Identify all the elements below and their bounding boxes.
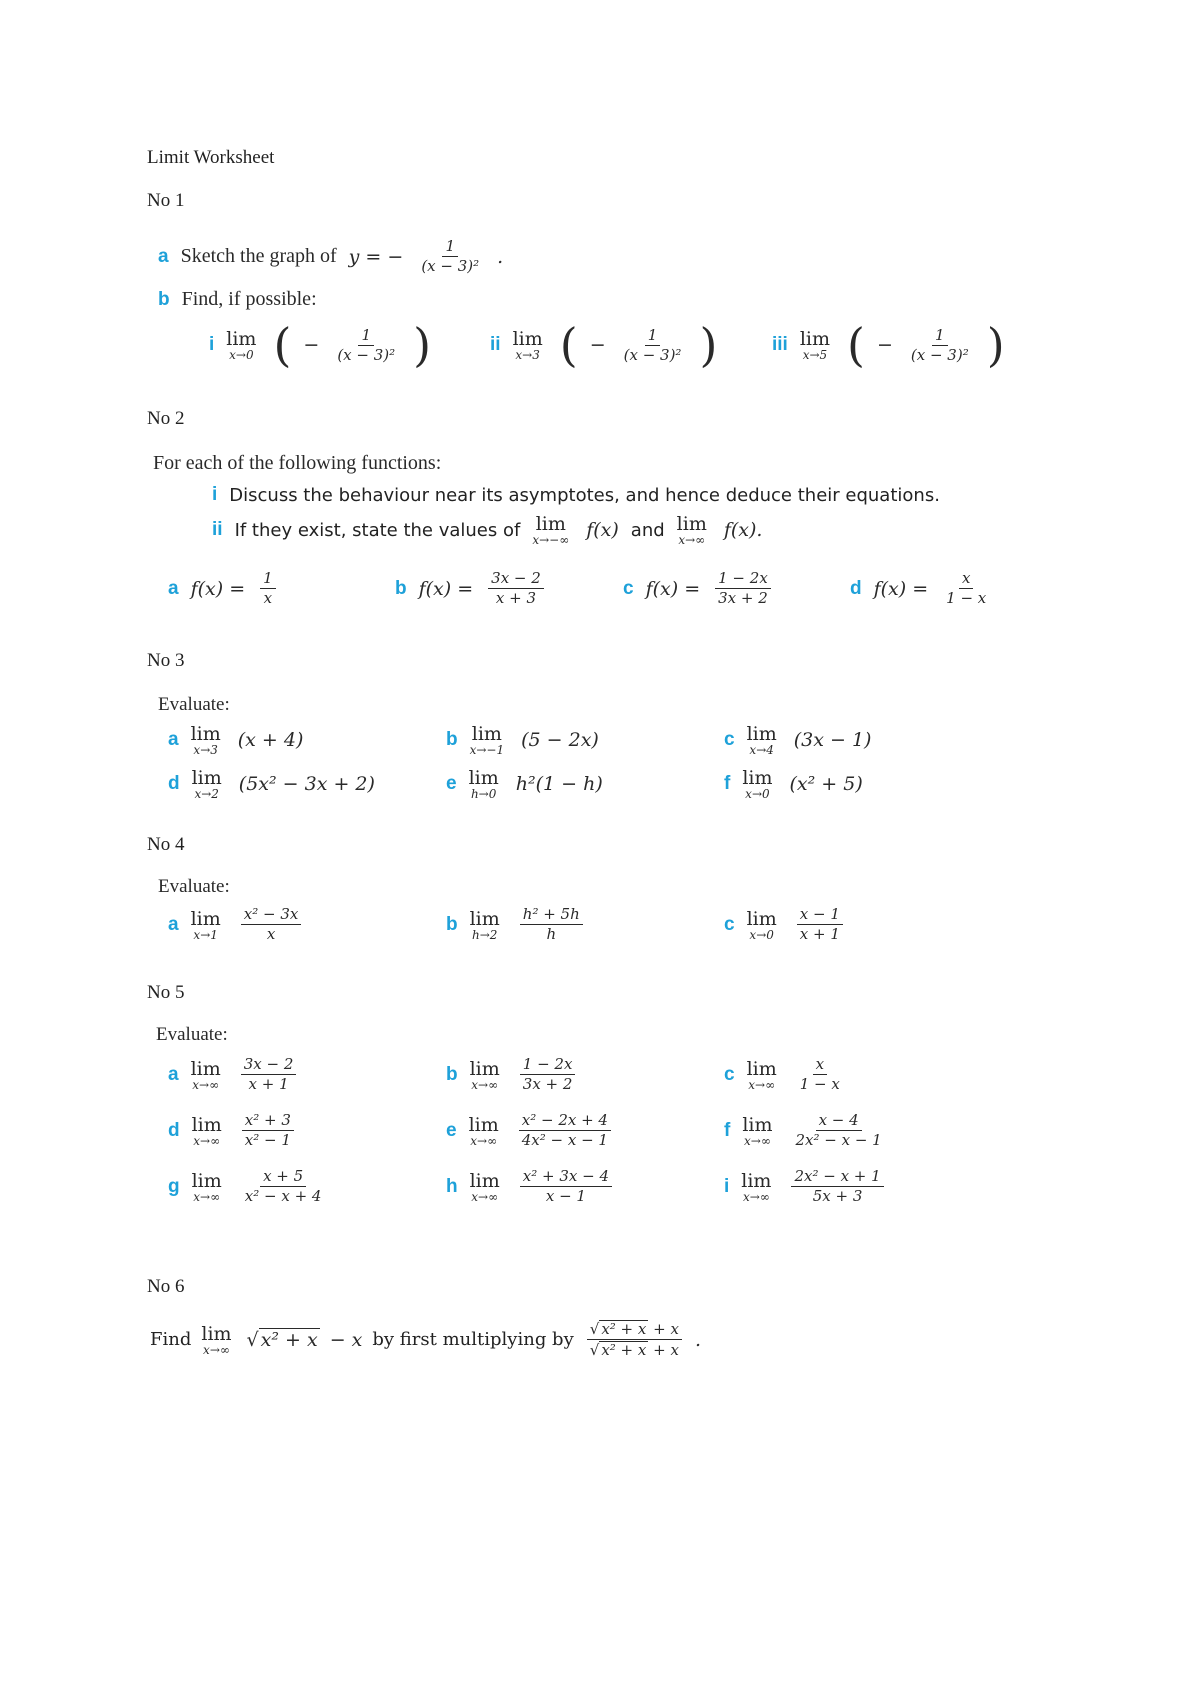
q3-part-e	[446, 768, 603, 800]
fraction	[242, 1168, 325, 1205]
q6-heading: No 6	[147, 1276, 185, 1297]
part-label: d	[850, 577, 862, 599]
denominator: x	[263, 589, 273, 607]
q4-intro: Evaluate:	[158, 876, 230, 897]
numerator: x	[813, 1056, 827, 1075]
denominator: x − 1	[545, 1187, 586, 1205]
numerator: 1	[358, 327, 374, 346]
denominator: x + 1	[248, 1075, 289, 1093]
q5-part-h	[446, 1168, 615, 1205]
function-lhs: f(x) =	[418, 577, 474, 600]
limit-operator: lim h→0	[468, 767, 499, 801]
q2-part-b	[395, 570, 547, 607]
function-lhs: f(x) =	[645, 577, 701, 600]
fraction	[715, 570, 771, 607]
by-text: by first multiplying by	[372, 1329, 574, 1350]
limit-subscript: h→2	[471, 927, 498, 942]
q1-part-b	[158, 288, 317, 311]
denominator: 2x² − x − 1	[795, 1131, 882, 1149]
numerator: x − 1	[797, 906, 843, 925]
part-label: ii	[490, 334, 501, 355]
denominator: 1 − x	[799, 1075, 840, 1093]
limit-operator: lim x→5	[799, 328, 831, 362]
limit-operator: lim x→∞	[191, 1169, 222, 1204]
part-label: b	[446, 729, 458, 750]
q5-part-f	[724, 1112, 888, 1149]
q5-part-c	[724, 1056, 846, 1093]
instruction-text: Discuss the behaviour near its asymptotes, and hence deduce their equations.	[229, 484, 940, 506]
and-text: and	[630, 519, 665, 541]
numerator: 1 − 2x	[715, 570, 771, 589]
limit-subscript: x→−∞	[532, 533, 570, 547]
q2-intro: For each of the following functions:	[153, 452, 442, 474]
denominator: 3x + 2	[718, 589, 768, 607]
part-label: b	[395, 577, 407, 599]
q5-heading: No 5	[147, 982, 185, 1003]
q4-part-b	[446, 906, 586, 943]
part-label: a	[168, 729, 179, 750]
numerator: 2x² − x + 1	[791, 1168, 883, 1187]
q3-part-a	[168, 724, 303, 756]
part-label: f	[724, 1119, 731, 1141]
limit-operator: lim x→3	[190, 723, 221, 757]
limit-operator: lim x→∞	[746, 1057, 777, 1092]
denominator: h	[546, 925, 557, 943]
part-label: i	[724, 1175, 730, 1197]
denominator-tail: + x	[653, 1341, 679, 1359]
part-label: h	[446, 1175, 458, 1197]
q6-problem	[150, 1320, 701, 1359]
fraction	[488, 570, 544, 607]
numerator: x² + 3x − 4	[520, 1168, 612, 1187]
q2-instruction-i	[212, 484, 940, 506]
q5-part-b	[446, 1056, 578, 1093]
fraction	[791, 1168, 883, 1205]
instruction-text: If they exist, state the values of	[234, 519, 521, 541]
limit-subscript: x→0	[749, 927, 774, 942]
numerator: √ x² + x + x	[587, 1320, 682, 1340]
denominator: x + 3	[495, 589, 537, 607]
sqrt-expression: √ x² + x	[246, 1329, 318, 1351]
limit-subscript: x→3	[193, 743, 218, 757]
q1-part-i: i lim x→0 ( − $\frac{1}{\text{(x − 3)²}}$ )	[209, 318, 432, 372]
q1-heading: No 1	[147, 190, 185, 211]
q5-part-g	[168, 1168, 327, 1205]
part-label: a	[168, 577, 179, 599]
part-label: c	[724, 1063, 735, 1085]
numerator-tail: + x	[653, 1320, 679, 1338]
numerator: x² − 2x + 4	[519, 1112, 611, 1131]
q5-part-e	[446, 1112, 614, 1149]
q1-a-lhs: y = −	[348, 245, 404, 268]
limit-subscript: x→∞	[742, 1189, 770, 1204]
q2-instruction-ii	[212, 514, 762, 546]
q1-a-fraction	[418, 238, 482, 275]
limit-subscript: x→−1	[469, 743, 505, 757]
q2-part-a	[168, 570, 279, 607]
limit-subscript: x→∞	[678, 533, 706, 547]
fraction	[242, 1112, 294, 1149]
limit-operator: lim x→∞	[676, 513, 707, 547]
function-expr: f(x)	[586, 519, 619, 541]
denominator: (x − 3)²	[421, 257, 480, 275]
numerator: x² + 3	[242, 1112, 294, 1131]
expression: (5 − 2x)	[521, 729, 599, 751]
limit-operator: lim x→−∞	[532, 513, 570, 547]
limit-operator: lim x→0	[742, 767, 773, 801]
numerator: 1	[932, 327, 948, 346]
limit-operator: lim h→2	[469, 907, 500, 942]
limit-subscript: x→∞	[471, 1077, 499, 1092]
limit-operator: lim x→2	[191, 767, 222, 801]
q5-intro: Evaluate:	[156, 1024, 228, 1045]
function-expr: f(x).	[723, 519, 763, 541]
limit-operator: lim x→∞	[469, 1057, 500, 1092]
limit-subscript: x→∞	[748, 1077, 776, 1092]
expression: (x + 4)	[237, 729, 304, 751]
q1-b-text: Find, if possible:	[181, 288, 317, 310]
limit-subscript: x→3	[515, 348, 540, 362]
q4-part-c	[724, 906, 846, 943]
limit-subscript: h→0	[470, 787, 497, 801]
denominator: x + 1	[799, 925, 840, 943]
denominator: x	[266, 925, 276, 943]
numerator: 3x − 2	[488, 570, 544, 589]
radicand: x² + x	[260, 1329, 318, 1351]
numerator: x − 4	[816, 1112, 862, 1131]
denominator: x² − 1	[244, 1131, 291, 1149]
limit-subscript: x→∞	[193, 1189, 221, 1204]
expression: h²(1 − h)	[515, 773, 603, 795]
function-lhs: f(x) =	[190, 577, 246, 600]
part-label: i	[212, 484, 218, 505]
limit-subscript: x→∞	[470, 1133, 498, 1148]
part-label: c	[724, 729, 735, 750]
q1-part-iii: iii lim x→5 ( − $\frac{1}{\text{(x − 3)²}}$ )	[772, 318, 1005, 372]
part-label: c	[623, 577, 634, 599]
part-label: d	[168, 1119, 180, 1141]
fraction	[621, 327, 685, 364]
limit-subscript: x→∞	[193, 1133, 221, 1148]
numerator: 1 − 2x	[520, 1056, 576, 1075]
expression: (3x − 1)	[793, 729, 872, 751]
q3-heading: No 3	[147, 650, 185, 671]
q3-part-b	[446, 724, 599, 756]
period: .	[694, 1328, 701, 1351]
fraction	[241, 906, 302, 943]
part-label: e	[446, 773, 457, 794]
limit-subscript: x→∞	[471, 1189, 499, 1204]
expression: (5x² − 3x + 2)	[238, 773, 375, 795]
numerator: x + 5	[260, 1168, 306, 1187]
limit-operator: lim x→4	[746, 723, 777, 757]
q3-part-d	[168, 768, 375, 800]
fraction	[260, 570, 276, 607]
denominator: (x − 3)²	[910, 345, 969, 364]
part-label: a	[168, 1063, 179, 1085]
radicand: x² + x	[601, 1341, 647, 1359]
conjugate-fraction	[587, 1320, 682, 1359]
part-label: e	[446, 1119, 457, 1141]
part-label: a	[168, 913, 179, 935]
function-lhs: f(x) =	[873, 577, 929, 600]
expression: (x² + 5)	[789, 773, 863, 795]
numerator: h² + 5h	[520, 906, 583, 925]
limit-operator: lim x→−1	[469, 723, 505, 757]
denominator: x² − x + 4	[244, 1187, 322, 1205]
q5-part-d	[168, 1112, 297, 1149]
denominator: (x − 3)²	[337, 345, 396, 364]
limit-operator: lim x→∞	[190, 1057, 221, 1092]
limit-operator: lim x→0	[746, 907, 777, 942]
denominator: 3x + 2	[522, 1075, 573, 1093]
limit-operator: lim x→3	[512, 328, 543, 362]
fraction	[908, 327, 972, 364]
q1-a-label: a	[158, 245, 169, 267]
fraction	[334, 327, 398, 364]
limit-operator: lim x→1	[190, 907, 221, 942]
find-text: Find	[150, 1329, 192, 1350]
q5-part-a	[168, 1056, 299, 1093]
part-label: g	[168, 1175, 180, 1197]
fraction	[793, 1112, 885, 1149]
q1-part-ii: ii lim x→3 ( − $\frac{1}{\text{(x − 3)²}}$ )	[490, 318, 718, 372]
limit-operator: lim x→∞	[191, 1113, 222, 1148]
limit-operator: lim x→∞	[201, 1322, 232, 1357]
q1-b-label: b	[158, 288, 170, 310]
numerator: 1	[260, 570, 276, 589]
numerator: x	[959, 570, 973, 589]
denominator: √ x² + x + x	[589, 1341, 679, 1359]
q4-part-a	[168, 906, 304, 943]
numerator: 3x − 2	[241, 1056, 297, 1075]
part-label: b	[446, 1063, 458, 1085]
part-label: c	[724, 913, 735, 935]
q2-part-c	[623, 570, 774, 607]
part-label: d	[168, 773, 180, 794]
limit-subscript: x→∞	[744, 1133, 771, 1148]
limit-subscript: x→∞	[203, 1342, 230, 1357]
fraction	[520, 1056, 576, 1093]
part-label: iii	[772, 334, 788, 355]
q3-part-f	[724, 768, 863, 800]
fraction	[797, 1056, 843, 1093]
fraction	[943, 570, 989, 607]
denominator: 4x² − x − 1	[521, 1131, 608, 1149]
q2-heading: No 2	[147, 408, 185, 429]
q1-a-text: Sketch the graph of	[180, 245, 337, 267]
limit-subscript: x→∞	[192, 1077, 220, 1092]
limit-subscript: x→0	[745, 787, 770, 801]
fraction	[797, 906, 843, 943]
worksheet-title: Limit Worksheet	[147, 147, 275, 168]
part-label: ii	[212, 519, 223, 540]
limit-subscript: x→4	[749, 743, 774, 757]
fraction	[520, 1168, 612, 1205]
limit-operator: lim x→∞	[468, 1113, 499, 1148]
fraction	[241, 1056, 297, 1093]
numerator: x² − 3x	[241, 906, 302, 925]
fraction	[520, 906, 583, 943]
limit-subscript: x→0	[229, 348, 254, 362]
numerator: 1	[442, 238, 458, 257]
minus-x: − x	[329, 1328, 363, 1351]
q4-heading: No 4	[147, 834, 185, 855]
q3-intro: Evaluate:	[158, 694, 230, 715]
part-label: b	[446, 913, 458, 935]
denominator: 1 − x	[946, 589, 987, 607]
q5-part-i	[724, 1168, 887, 1205]
limit-operator: lim x→∞	[742, 1113, 773, 1148]
denominator: (x − 3)²	[623, 345, 682, 364]
q3-part-c	[724, 724, 871, 756]
q1-part-a: a Sketch the graph of y = − $\frac{1}{\text{(x − 3)²}}$ .	[158, 237, 504, 275]
limit-operator: lim x→∞	[741, 1169, 772, 1204]
part-label: i	[209, 334, 215, 355]
fraction	[519, 1112, 611, 1149]
limit-operator: lim x→0	[226, 328, 257, 362]
radicand: x² + x	[601, 1320, 647, 1338]
part-label: f	[724, 773, 731, 794]
limit-subscript: x→2	[194, 787, 219, 801]
numerator: 1	[645, 327, 661, 346]
limit-operator: lim x→∞	[469, 1169, 500, 1204]
q2-part-d	[850, 570, 992, 607]
limit-subscript: x→5	[802, 348, 828, 362]
limit-subscript: x→1	[193, 927, 218, 942]
denominator: 5x + 3	[812, 1187, 863, 1205]
